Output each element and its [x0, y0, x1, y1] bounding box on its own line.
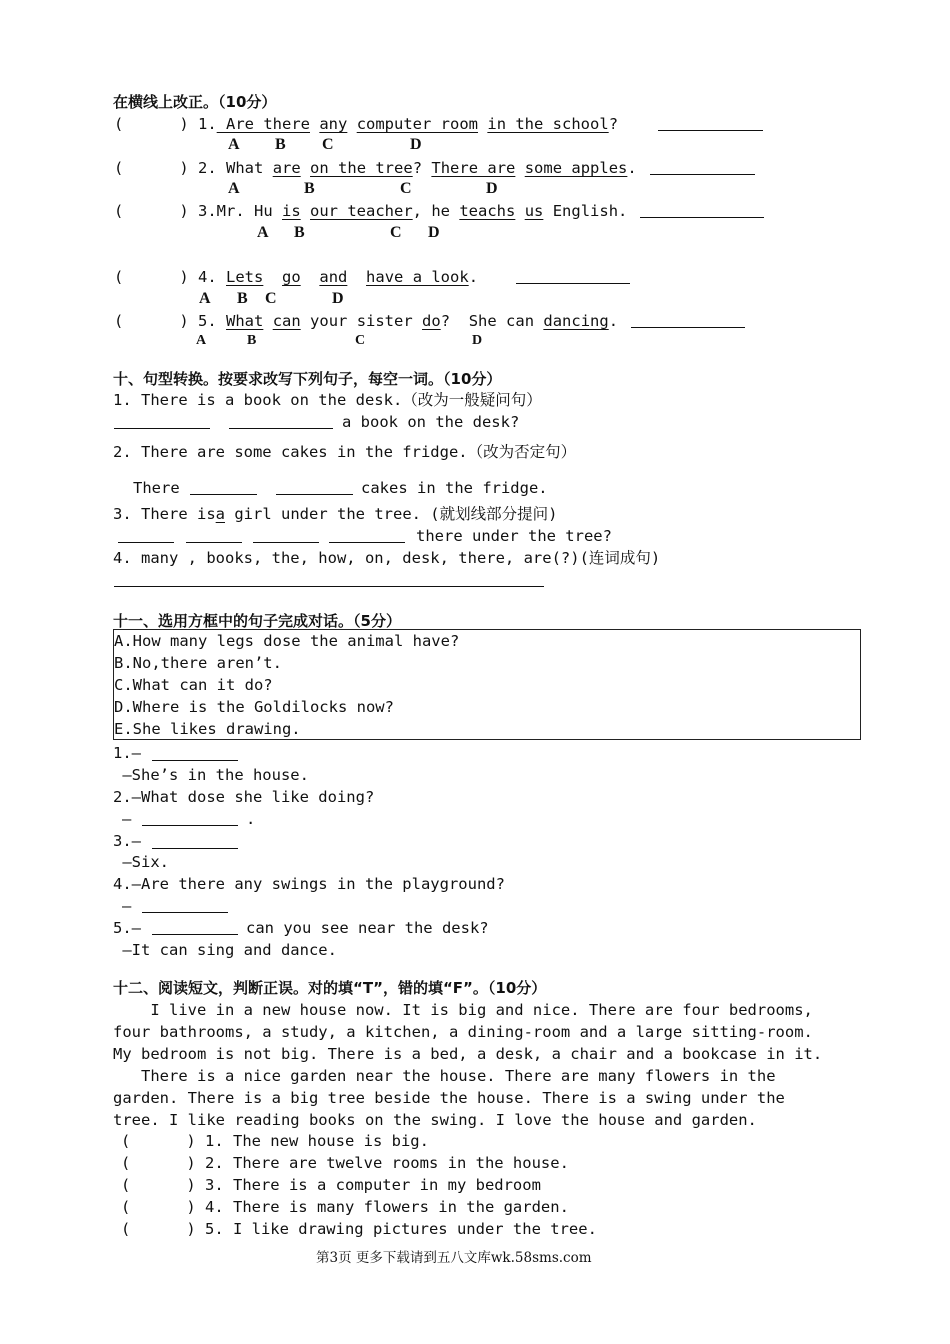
dialog-5-tail: can you see near the desk?: [246, 919, 489, 937]
q3-text: 3. There isa girl under the tree. (就划线部分提问): [113, 505, 558, 523]
passage-line: There is a nice garden near the house. There are many flowers in the: [113, 1067, 776, 1085]
statement-3: ( ) 3. There is a computer in my bedroom: [121, 1176, 541, 1194]
option-letter: A: [199, 290, 211, 307]
question-row: ( ) 5. What can your sister do? She can dancing.: [114, 312, 619, 330]
option-letter: D: [332, 290, 344, 307]
q2-tail: cakes in the fridge.: [361, 479, 548, 497]
answer-blank[interactable]: [253, 542, 319, 543]
dialog-5-q: 5.—: [113, 919, 141, 937]
answer-blank[interactable]: [329, 542, 405, 543]
q1-tail: a book on the desk?: [342, 413, 520, 431]
option-letter: A: [196, 333, 207, 348]
option-letter: C: [400, 180, 412, 197]
answer-blank[interactable]: [190, 494, 257, 495]
option-letter: C: [322, 136, 334, 153]
option-letter: B: [275, 136, 286, 153]
statement-4: ( ) 4. There is many flowers in the garden.: [121, 1198, 569, 1216]
passage-line: garden. There is a big tree beside the house. There is a swing under the: [113, 1089, 785, 1107]
option-letter: C: [355, 333, 366, 348]
question-row: ( ) 3.Mr. Hu is our teacher, he teachs us English.: [114, 202, 628, 220]
q1-text: 1. There is a book on the desk.（改为一般疑问句）: [113, 391, 542, 409]
answer-blank[interactable]: [640, 217, 764, 218]
answer-blank[interactable]: [229, 428, 333, 429]
option-letter: B: [237, 290, 248, 307]
option-letter: B: [304, 180, 315, 197]
option-letter: C: [265, 290, 277, 307]
dialog-2-dash: —: [122, 810, 132, 828]
answer-blank[interactable]: [152, 760, 238, 761]
dialog-5-a: —It can sing and dance.: [113, 941, 337, 959]
dialog-1-a: —She’s in the house.: [113, 766, 309, 784]
passage-line: four bathrooms, a study, a kitchen, a dining-room and a large sitting-room.: [113, 1023, 813, 1041]
answer-blank[interactable]: [658, 130, 763, 131]
dialog-1-q: 1.—: [113, 744, 141, 762]
statement-2: ( ) 2. There are twelve rooms in the house.: [121, 1154, 569, 1172]
answer-blank[interactable]: [186, 542, 242, 543]
answer-blank[interactable]: [650, 174, 755, 175]
answer-blank[interactable]: [142, 912, 228, 913]
option-letter: B: [294, 224, 305, 241]
section-11-heading: 十一、选用方框中的句子完成对话。（5分）: [113, 612, 401, 630]
option-a: A.How many legs dose the animal have?: [114, 632, 460, 650]
dialog-4-q: 4.—Are there any swings in the playground?: [113, 875, 505, 893]
option-letter: D: [410, 136, 422, 153]
question-row: ( ) 1. Are there any computer room in the school?: [114, 115, 619, 133]
section-9-heading: 在横线上改正。（10分）: [113, 93, 277, 111]
dialog-3-a: —Six.: [113, 853, 169, 871]
answer-blank[interactable]: [114, 428, 210, 429]
option-b: B.No,there aren’t.: [114, 654, 282, 672]
dialog-4-dash: —: [122, 897, 132, 915]
answer-blank[interactable]: [152, 934, 238, 935]
q2-lead: There: [133, 479, 180, 497]
answer-blank[interactable]: [118, 542, 174, 543]
question-row: ( ) 4. Lets go and have a look.: [114, 268, 479, 286]
passage-line: My bedroom is not big. There is a bed, a desk, a chair and a bookcase in it.: [113, 1045, 823, 1063]
answer-blank[interactable]: [631, 327, 745, 328]
option-d: D.Where is the Goldilocks now?: [114, 698, 394, 716]
q3-tail: there under the tree?: [416, 527, 612, 545]
section-12-heading: 十二、阅读短文，判断正误。对的填“T”，错的填“F”。（10分）: [113, 979, 547, 997]
answer-blank[interactable]: [276, 494, 353, 495]
option-letter: B: [247, 333, 257, 348]
option-letter: D: [428, 224, 440, 241]
option-letter: D: [472, 333, 483, 348]
dialog-3-q: 3.—: [113, 832, 141, 850]
option-letter: C: [390, 224, 402, 241]
dialog-2-q: 2.—What dose she like doing?: [113, 788, 375, 806]
statement-5: ( ) 5. I like drawing pictures under the tree.: [121, 1220, 597, 1238]
question-row: ( ) 2. What are on the tree? There are some apples.: [114, 159, 637, 177]
q2-text: 2. There are some cakes in the fridge.（改为否定句）: [113, 443, 577, 461]
option-e: E.She likes drawing.: [114, 720, 301, 738]
option-letter: A: [228, 180, 240, 197]
answer-line[interactable]: [114, 586, 544, 587]
option-letter: D: [486, 180, 498, 197]
option-letter: A: [257, 224, 269, 241]
option-c: C.What can it do?: [114, 676, 273, 694]
answer-blank[interactable]: [516, 283, 630, 284]
answer-blank[interactable]: [152, 848, 238, 849]
option-letter: A: [228, 136, 240, 153]
dialog-2-end: .: [246, 810, 256, 828]
statement-1: ( ) 1. The new house is big.: [121, 1132, 429, 1150]
passage-line: tree. I like reading books on the swing. I love the house and garden.: [113, 1111, 757, 1129]
section-10-heading: 十、句型转换。按要求改写下列句子，每空一词。（10分）: [113, 370, 502, 388]
options-box: [113, 629, 861, 740]
passage-line: I live in a new house now. It is big and nice. There are four bedrooms,: [113, 1001, 813, 1019]
q4-text: 4. many , books, the, how, on, desk, there, are(?)(连词成句): [113, 549, 661, 567]
answer-blank[interactable]: [142, 825, 238, 826]
page-footer: 第3页 更多下载请到五八文库wk.58sms.com: [316, 1250, 592, 1266]
